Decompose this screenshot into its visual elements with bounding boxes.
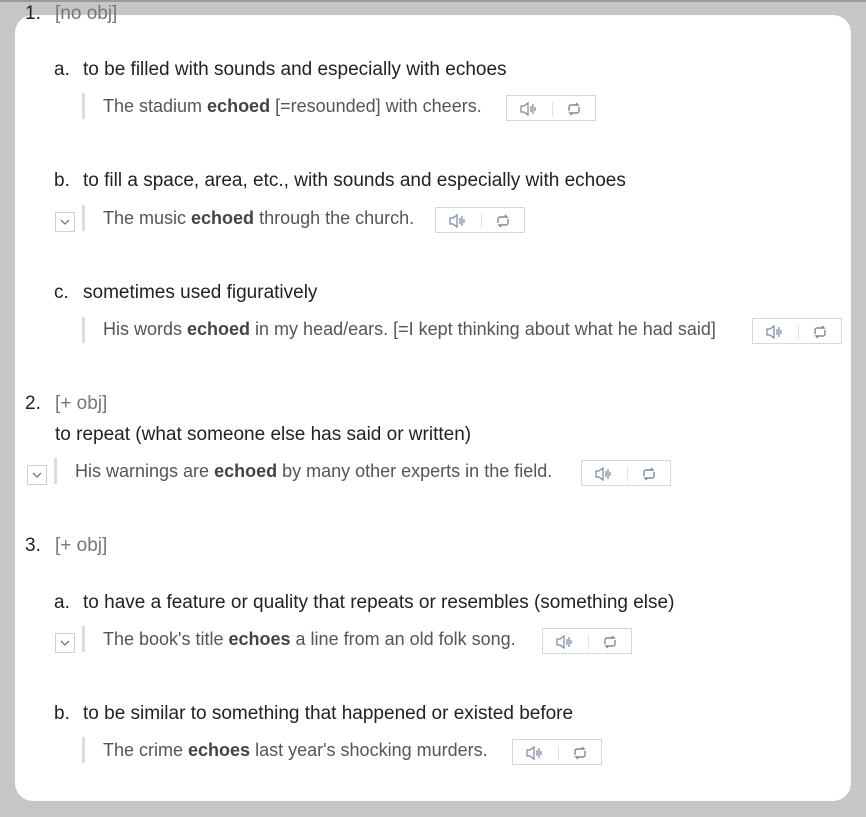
expand-toggle[interactable] — [55, 633, 75, 653]
example-sentence: His warnings are echoed by many other experts in the field. — [75, 461, 553, 481]
grammar-label: [no obj] — [55, 3, 118, 24]
subsense-letter: a. — [54, 59, 70, 80]
speaker-icon[interactable] — [525, 745, 545, 766]
audio-controls — [435, 207, 525, 233]
quote-bar — [82, 317, 85, 343]
definition-text: to repeat (what someone else has said or written) — [55, 424, 472, 445]
definition-text: to be filled with sounds and especially with echoes — [83, 59, 507, 80]
example-sentence: The stadium echoed [=resounded] with cheers. — [103, 96, 482, 116]
chevron-down-icon — [60, 639, 70, 647]
definition-text: to have a feature or quality that repeats or resembles (something else) — [83, 592, 675, 613]
example-sentence: The music echoed through the church. — [103, 208, 415, 228]
definition-text: to fill a space, area, etc., with sounds and especially with echoes — [83, 170, 626, 191]
expand-toggle[interactable] — [55, 212, 75, 232]
speaker-icon[interactable] — [765, 324, 785, 345]
chevron-down-icon — [60, 218, 70, 226]
audio-controls — [512, 739, 602, 765]
audio-controls — [581, 460, 671, 486]
speaker-icon[interactable] — [555, 634, 575, 655]
repeat-icon[interactable] — [494, 213, 512, 234]
headword-highlight: echoed — [191, 208, 255, 228]
headword-highlight: echoes — [188, 740, 251, 760]
repeat-icon[interactable] — [640, 466, 658, 487]
expand-toggle[interactable] — [27, 465, 47, 485]
subsense-letter: b. — [54, 170, 70, 191]
example-sentence: The book's title echoes a line from an old folk song. — [103, 629, 516, 649]
quote-bar — [82, 205, 85, 231]
definition-text: to be similar to something that happened or existed before — [83, 703, 574, 724]
repeat-icon[interactable] — [571, 745, 589, 766]
chevron-down-icon — [32, 471, 42, 479]
subsense-letter: b. — [54, 703, 70, 724]
top-border — [0, 0, 866, 2]
grammar-label: [+ obj] — [55, 535, 108, 556]
headword-highlight: echoed — [207, 96, 271, 116]
audio-controls — [506, 95, 596, 121]
speaker-icon[interactable] — [448, 213, 468, 234]
subsense-letter: c. — [54, 282, 69, 303]
repeat-icon[interactable] — [811, 324, 829, 345]
subsense-letter: a. — [54, 592, 70, 613]
speaker-icon[interactable] — [519, 101, 539, 122]
headword-highlight: echoed — [214, 461, 278, 481]
grammar-label: [+ obj] — [55, 393, 108, 414]
quote-bar — [82, 626, 85, 652]
speaker-icon[interactable] — [594, 466, 614, 487]
quote-bar — [82, 93, 85, 119]
sense-number: 1. — [25, 3, 41, 24]
sense-number: 2. — [25, 393, 41, 414]
quote-bar — [82, 737, 85, 763]
audio-controls — [752, 318, 842, 344]
definition-text: sometimes used figuratively — [83, 282, 318, 303]
headword-highlight: echoed — [187, 319, 251, 339]
definitions-card — [15, 3, 851, 801]
headword-highlight: echoes — [228, 629, 291, 649]
repeat-icon[interactable] — [601, 634, 619, 655]
sense-number: 3. — [25, 535, 41, 556]
example-sentence: The crime echoes last year's shocking murders. — [103, 740, 488, 760]
example-sentence: His words echoed in my head/ears. [=I kept thinking about what he had said] — [103, 319, 716, 339]
quote-bar — [54, 458, 57, 484]
repeat-icon[interactable] — [565, 101, 583, 122]
audio-controls — [542, 628, 632, 654]
